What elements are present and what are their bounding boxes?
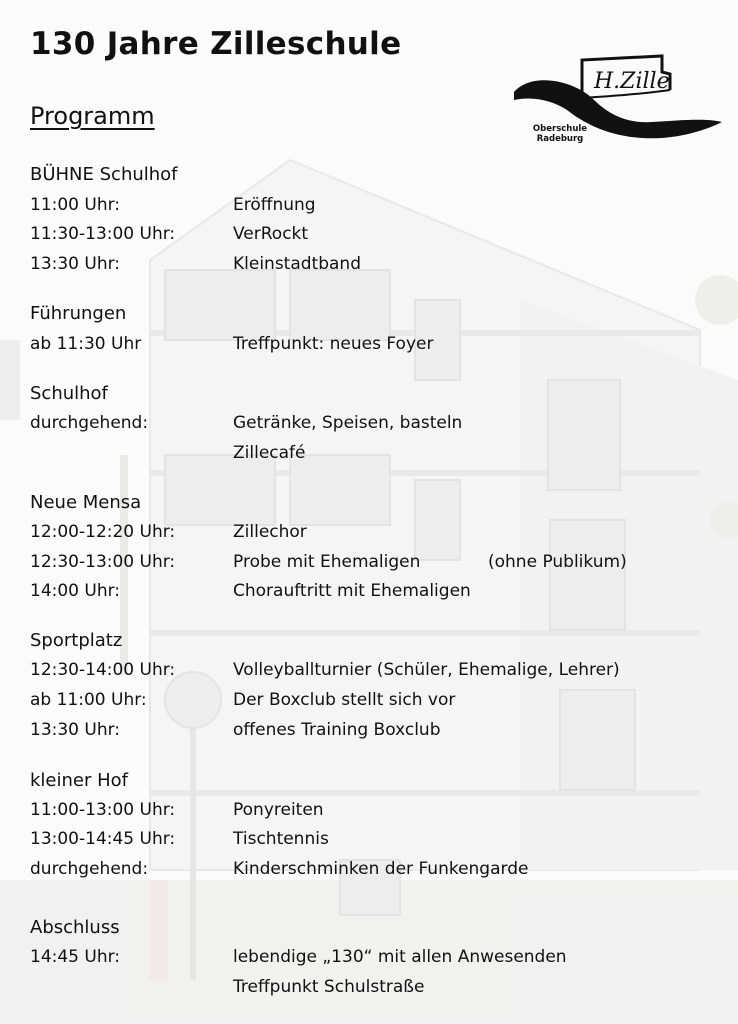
schedule-event: lebendige „130“ mit allen Anwesenden bbox=[233, 947, 567, 967]
section-heading-fuehrungen: Führungen bbox=[30, 303, 127, 324]
schedule-event: Treffpunkt: neues Foyer bbox=[233, 334, 434, 354]
schedule-time: 12:30-14:00 Uhr: bbox=[30, 660, 176, 680]
section-heading-sportplatz: Sportplatz bbox=[30, 630, 123, 651]
section-heading-schulhof: Schulhof bbox=[30, 383, 108, 404]
schedule-event: Kleinstadtband bbox=[233, 254, 361, 274]
schedule-event: Probe mit Ehemaligen bbox=[233, 552, 421, 572]
section-heading-buehne: BÜHNE Schulhof bbox=[30, 164, 178, 185]
logo-line-1: Oberschule bbox=[532, 124, 588, 134]
logo-line-2: Radeburg bbox=[536, 134, 584, 144]
section-heading-neue-mensa: Neue Mensa bbox=[30, 492, 142, 513]
schedule-time: 11:00 Uhr: bbox=[30, 195, 121, 215]
schedule-time: 11:30-13:00 Uhr: bbox=[30, 224, 176, 244]
schedule-event: Treffpunkt Schulstraße bbox=[233, 977, 425, 997]
schedule-time: 13:00-14:45 Uhr: bbox=[30, 829, 176, 849]
schedule-time: durchgehend: bbox=[30, 413, 149, 433]
schedule-time: 13:30 Uhr: bbox=[30, 720, 121, 740]
page-title: 130 Jahre Zilleschule bbox=[30, 26, 402, 62]
schedule-note: (ohne Publikum) bbox=[488, 552, 627, 572]
schedule-time: 14:00 Uhr: bbox=[30, 581, 121, 601]
schedule-event: Chorauftritt mit Ehemaligen bbox=[233, 581, 471, 601]
schedule-event: Zillecafé bbox=[233, 443, 306, 463]
schedule-time: 11:00-13:00 Uhr: bbox=[30, 800, 176, 820]
schedule-time: ab 11:30 Uhr bbox=[30, 334, 142, 354]
schedule-time: durchgehend: bbox=[30, 859, 149, 879]
schedule-event: Volleyballturnier (Schüler, Ehemalige, Lehrer) bbox=[233, 660, 620, 680]
schedule-event: VerRockt bbox=[233, 224, 309, 244]
schedule-event: Tischtennis bbox=[233, 829, 329, 849]
schedule-event: Kinderschminken der Funkengarde bbox=[233, 859, 529, 879]
schedule-event: Der Boxclub stellt sich vor bbox=[233, 690, 456, 710]
schedule-event: Eröffnung bbox=[233, 195, 316, 215]
schedule-event: Ponyreiten bbox=[233, 800, 324, 820]
schedule-event: Zillechor bbox=[233, 522, 307, 542]
logo-signature: H.Zille bbox=[594, 69, 670, 94]
schedule-time: 12:00-12:20 Uhr: bbox=[30, 522, 176, 542]
schedule-time: 14:45 Uhr: bbox=[30, 947, 121, 967]
schedule-time: ab 11:00 Uhr: bbox=[30, 690, 147, 710]
schedule-event: offenes Training Boxclub bbox=[233, 720, 441, 740]
logo-caption bbox=[528, 124, 592, 144]
schedule-event: Getränke, Speisen, basteln bbox=[233, 413, 463, 433]
section-heading-abschluss: Abschluss bbox=[30, 917, 120, 938]
schedule-time: 13:30 Uhr: bbox=[30, 254, 121, 274]
schedule-time: 12:30-13:00 Uhr: bbox=[30, 552, 176, 572]
program-heading: Programm bbox=[30, 102, 155, 130]
section-heading-kleiner-hof: kleiner Hof bbox=[30, 770, 128, 791]
